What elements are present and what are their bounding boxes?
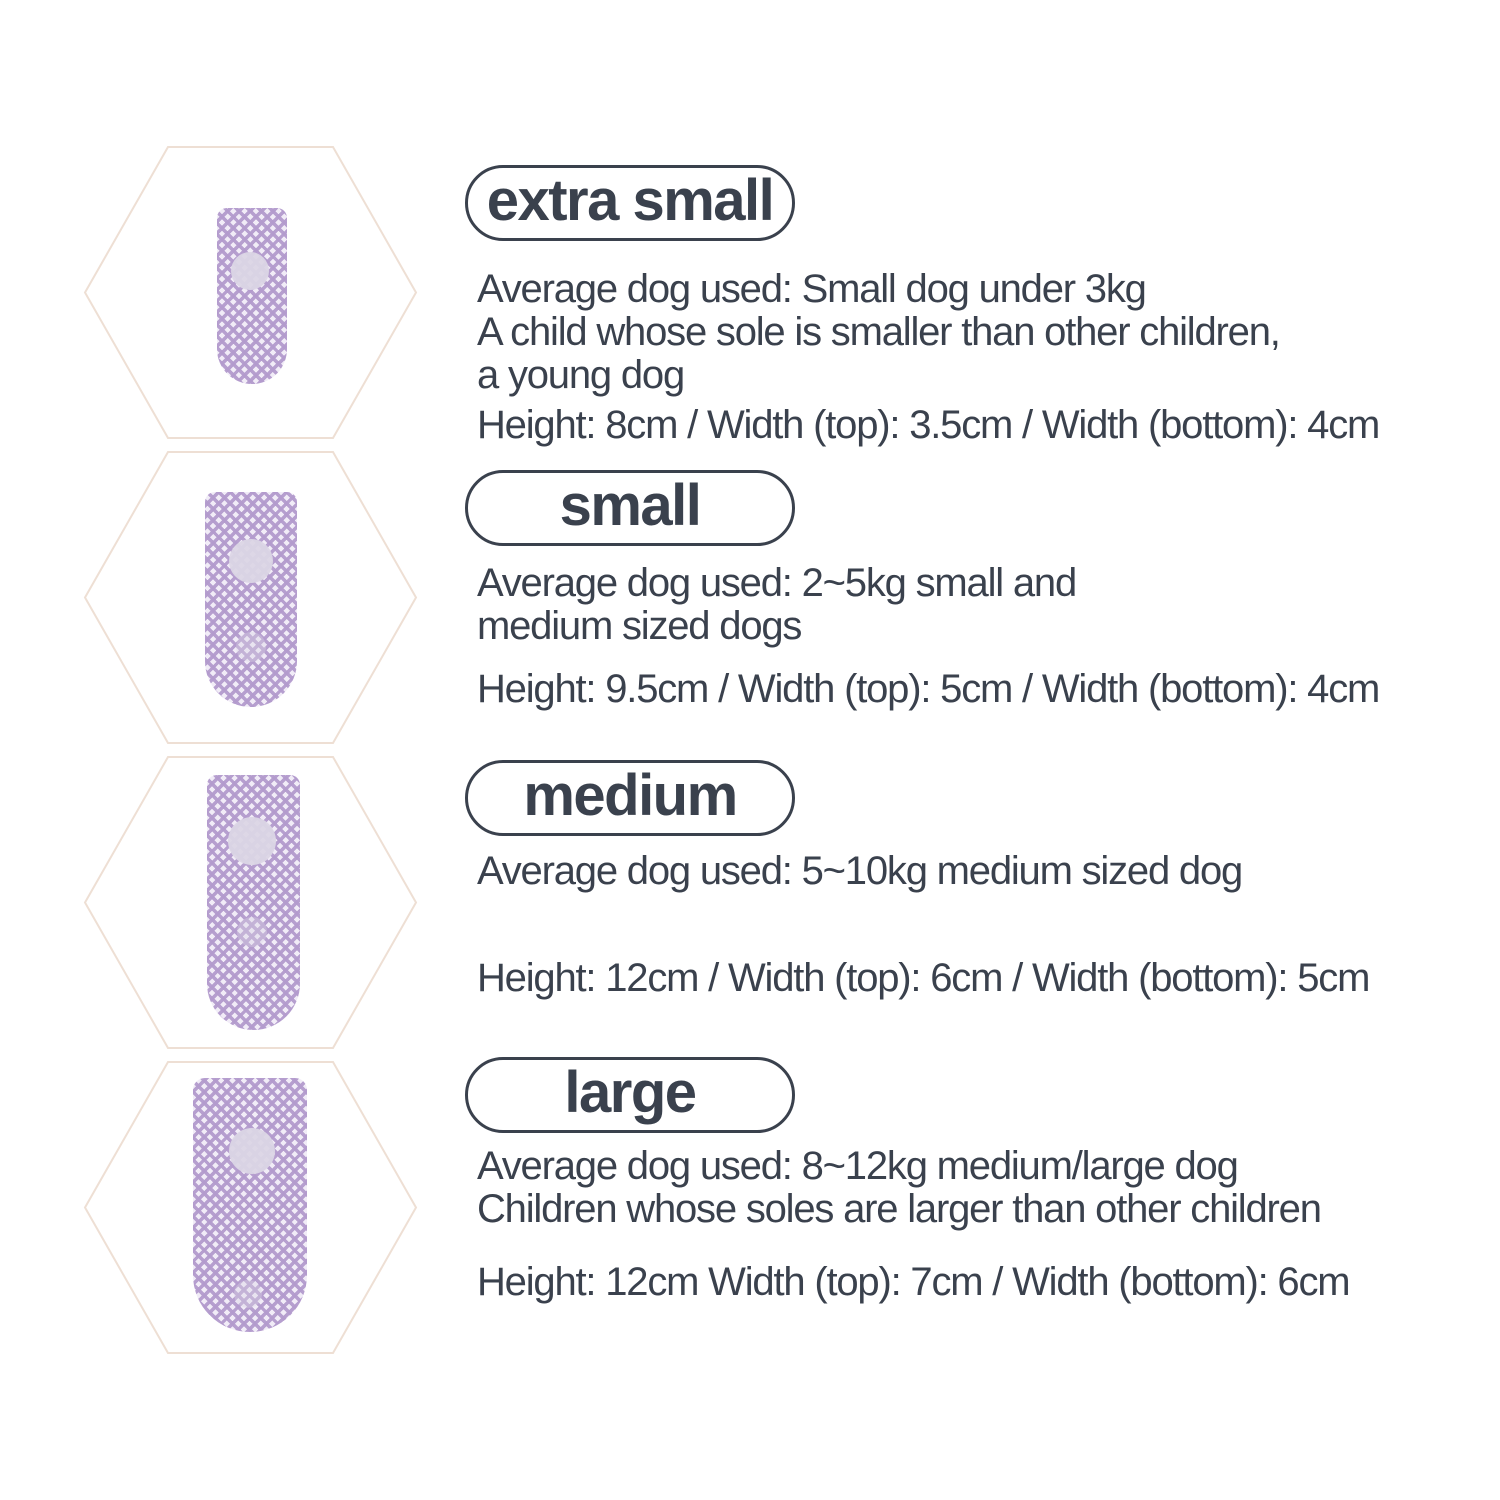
description-line: medium sized dogs bbox=[477, 604, 802, 648]
description-line: Average dog used: 2~5kg small and bbox=[477, 561, 1076, 605]
dog-sock-illustration-extra-small bbox=[217, 208, 287, 384]
size-description-small bbox=[477, 562, 1076, 648]
size-label: medium bbox=[523, 763, 737, 828]
size-label: large bbox=[564, 1060, 696, 1125]
size-pill-medium bbox=[465, 760, 795, 836]
size-label: small bbox=[559, 473, 701, 538]
size-pill-small bbox=[465, 470, 795, 546]
size-pill-large bbox=[465, 1057, 795, 1133]
size-description-medium bbox=[477, 850, 1242, 893]
description-line: Average dog used: Small dog under 3kg bbox=[477, 267, 1146, 311]
sock-patch bbox=[229, 539, 273, 583]
size-description-extra-small bbox=[477, 268, 1280, 397]
size-dimensions-large: Height: 12cm Width (top): 7cm / Width (bottom): 6cm bbox=[477, 1260, 1350, 1304]
sock-patch-faint bbox=[234, 1280, 262, 1308]
dog-sock-illustration-large bbox=[193, 1078, 307, 1332]
description-line: a young dog bbox=[477, 353, 684, 397]
sock-patch bbox=[231, 252, 269, 290]
size-dimensions-small: Height: 9.5cm / Width (top): 5cm / Width (bottom): 4cm bbox=[477, 667, 1380, 711]
size-description-large bbox=[477, 1145, 1321, 1231]
hexagon-frame-extra-small bbox=[83, 145, 418, 440]
dog-sock-illustration-medium bbox=[207, 775, 300, 1030]
description-line: A child whose sole is smaller than other children, bbox=[477, 310, 1280, 354]
hexagon-frame-medium bbox=[83, 755, 418, 1050]
size-pill-extra-small bbox=[465, 165, 795, 241]
dog-sock-illustration-small bbox=[205, 492, 297, 707]
description-line: Children whose soles are larger than other children bbox=[477, 1187, 1321, 1231]
sock-patch-faint bbox=[237, 917, 267, 947]
sock-patch bbox=[228, 817, 276, 865]
size-label: extra small bbox=[486, 168, 774, 233]
size-dimensions-extra-small: Height: 8cm / Width (top): 3.5cm / Width (bottom): 4cm bbox=[477, 403, 1380, 447]
hexagon-frame-large bbox=[83, 1060, 418, 1355]
sock-patch-faint bbox=[236, 632, 266, 662]
size-dimensions-medium: Height: 12cm / Width (top): 6cm / Width (bottom): 5cm bbox=[477, 956, 1370, 1000]
sock-patch bbox=[229, 1128, 275, 1174]
description-line: Average dog used: 5~10kg medium sized dog bbox=[477, 849, 1243, 893]
hexagon-frame-small bbox=[83, 450, 418, 745]
description-line: Average dog used: 8~12kg medium/large dog bbox=[477, 1144, 1238, 1188]
